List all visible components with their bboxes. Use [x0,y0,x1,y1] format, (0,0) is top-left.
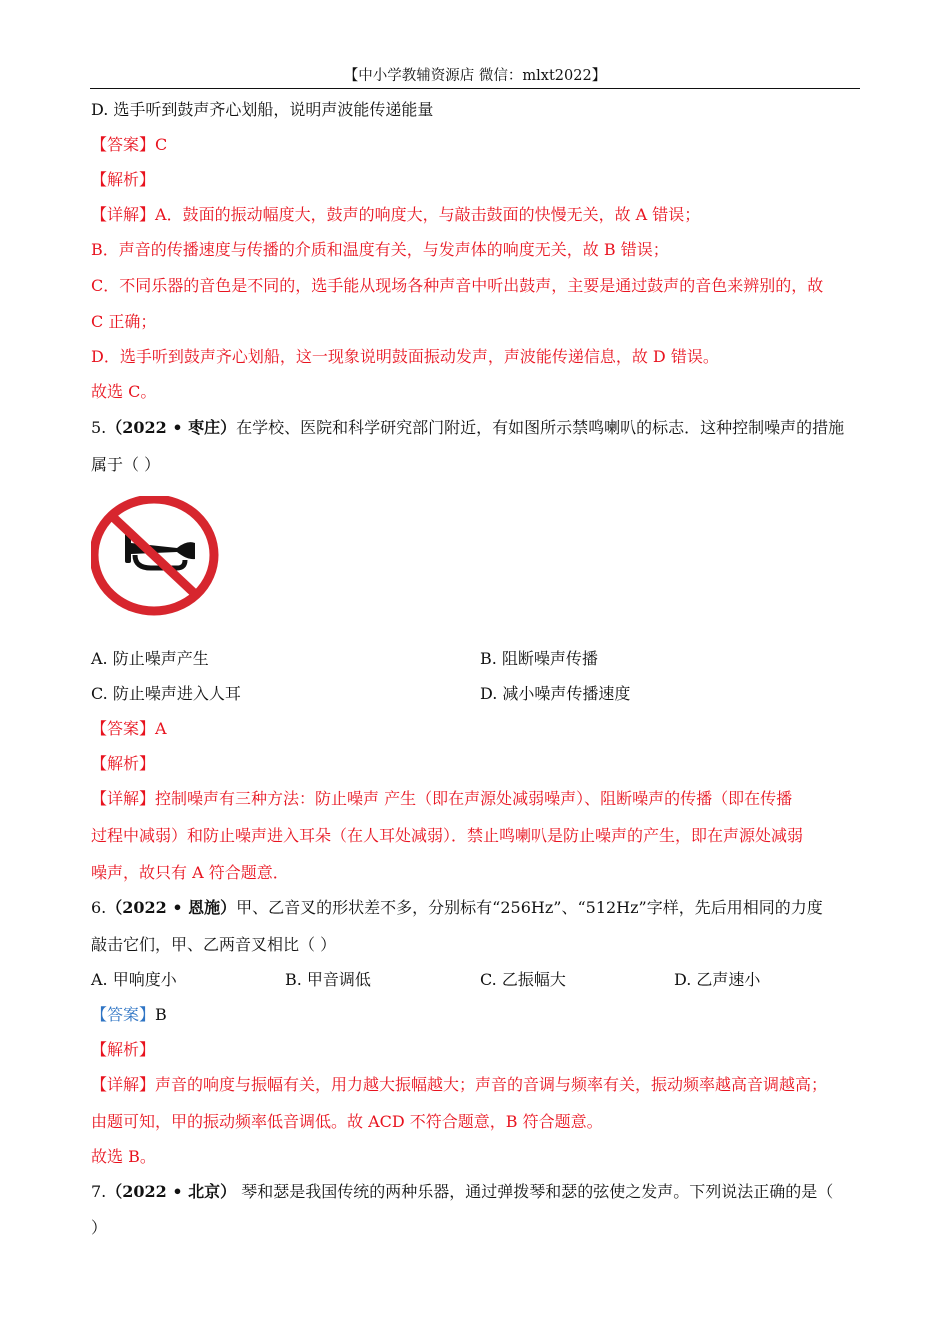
q6-detail-line2: 由题可知，甲的振动频率低音调低。故 ACD 不符合题意，B 符合题意。 [91,1112,603,1131]
detail-label: 【详解】 [91,205,156,224]
q6-options-row [91,968,761,992]
option-d: D. 减小噪声传播速度 [480,684,631,703]
question-number: 5. [91,418,107,437]
q5-stem-line2: 属于（ ） [91,455,161,474]
q5-detail-line2: 过程中减弱）和防止噪声进入耳朵（在人耳处减弱）．禁止鸣喇叭是防止噪声的产生，即在声源处减弱 [91,826,804,845]
page-header: 【中小学教辅资源店 微信：mlxt2022】 [90,66,860,89]
q4-detail-c1: C．不同乐器的音色是不同的，选手能从现场各种声音中听出鼓声，主要是通过鼓声的音色来辨别的，故 [91,276,824,295]
option-b: B. 甲音调低 [285,970,371,989]
q5-options-row1 [91,647,598,671]
option-a: A. 防止噪声产生 [91,649,209,668]
answer-value: A [155,719,167,738]
q7-stem-line2: ） [91,1218,108,1237]
detail-label: 【详解】 [91,1075,156,1094]
q4-detail-d: D．选手听到鼓声齐心划船，这一现象说明鼓面振动发声，声波能传递信息，故 D 错误。 [91,347,719,366]
q6-conclusion: 故选 B。 [91,1147,156,1166]
answer-label: 【答案】 [91,1005,156,1024]
no-horn-sign-icon [91,496,219,616]
option-b: B. 阻断噪声传播 [480,649,598,668]
q4-detail-c2: C 正确； [91,312,157,331]
question-number: 7. [91,1182,107,1201]
answer-value: B [155,1005,167,1024]
q5-detail-line3: 噪声，故只有 A 符合题意． [91,863,289,882]
detail-label: 【详解】 [91,789,156,808]
q6-answer [91,1003,167,1027]
option-d: D. 乙声速小 [674,970,761,989]
option-c: C. 防止噪声进入人耳 [91,684,241,703]
answer-label: 【答案】 [91,135,156,154]
q4-detail-b: B．声音的传播速度与传播的介质和温度有关，与发声体的响度无关，故 B 错误； [91,240,669,259]
q4-analysis-label: 【解析】 [91,170,156,189]
q6-stem-line2: 敲击它们，甲、乙两音叉相比（ ） [91,935,337,954]
q5-analysis-label: 【解析】 [91,754,156,773]
question-source: （2022 • 恩施） [106,898,237,917]
q5-answer [91,717,167,741]
q6-detail-line1: 【详解】声音的响度与振幅有关，用力越大振幅越大；声音的音调与频率有关，振动频率越高音调越高； [91,1075,828,1094]
q4-conclusion: 故选 C。 [91,382,157,401]
option-a: A. 甲响度小 [91,970,177,989]
option-c: C. 乙振幅大 [480,970,566,989]
question-source: （2022 • 枣庄） [106,418,237,437]
answer-label: 【答案】 [91,719,156,738]
q4-answer [91,133,167,157]
q4-option-d: D. 选手听到鼓声齐心划船，说明声波能传递能量 [91,100,434,119]
question-number: 6. [91,898,107,917]
q5-options-row2 [91,682,631,706]
q5-detail-line1: 【详解】控制噪声有三种方法：防止噪声 产生（即在声源处减弱噪声）、阻断噪声的传播（即在传播 [91,789,793,808]
q6-analysis-label: 【解析】 [91,1040,156,1059]
question-source: （2022 • 北京） [106,1182,237,1201]
q6-stem-line1: 6.（2022 • 恩施）甲、乙音叉的形状差不多，分别标有“256Hz”、“512Hz”字样，先后用相同的力度 [91,898,823,917]
answer-value: C [155,135,168,154]
q5-stem-line1: 5.（2022 • 枣庄）在学校、医院和科学研究部门附近，有如图所示禁鸣喇叭的标志．这种控制噪声的措施 [91,418,845,437]
q4-detail-a: 【详解】A．鼓面的振动幅度大，鼓声的响度大，与敲击鼓面的快慢无关，故 A 错误； [91,205,701,224]
q7-stem-line1: 7.（2022 • 北京） 琴和瑟是我国传统的两种乐器，通过弹拨琴和瑟的弦使之发声。下列说法正确的是（ [91,1182,834,1201]
